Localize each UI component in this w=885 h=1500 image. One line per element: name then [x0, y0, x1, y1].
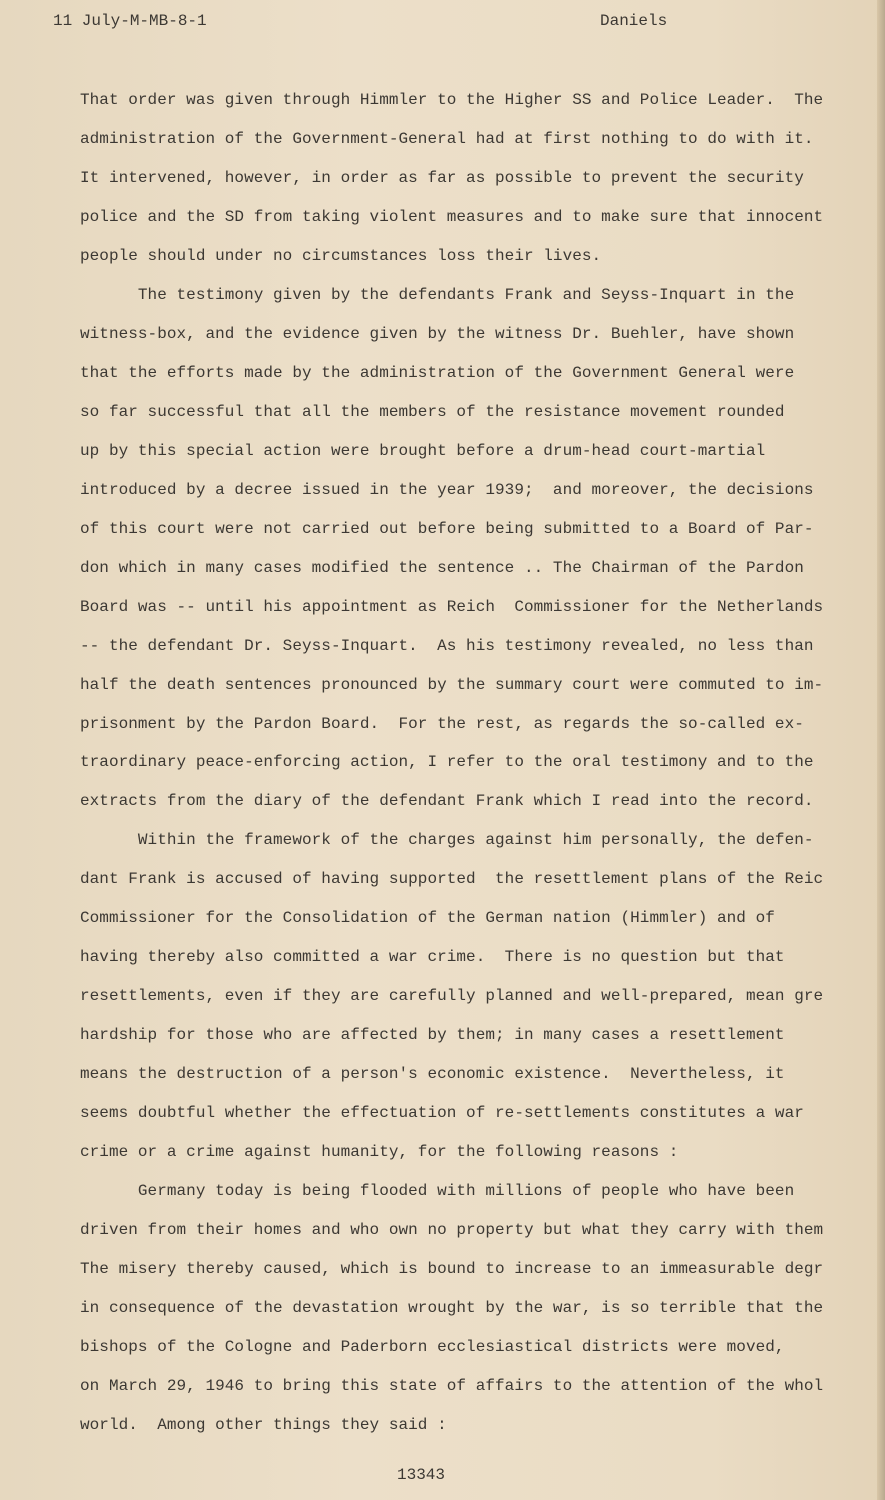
text-line: traordinary peace-enforcing action, I refer to the oral testimony and to the [80, 753, 814, 772]
text-line: driven from their homes and who own no property but what they carry with them [80, 1221, 824, 1240]
text-line: up by this special action were brought before a drum-head court-martial [80, 441, 766, 460]
text-line: introduced by a decree issued in the year 1939; and moreover, the decisions [80, 480, 814, 499]
text-line: that the efforts made by the administration of the Government General were [80, 363, 795, 382]
text-line: Within the framework of the charges against him personally, the defen- [80, 831, 814, 850]
text-line: half the death sentences pronounced by the summary court were commuted to im- [80, 675, 824, 694]
text-line: seems doubtful whether the effectuation of re-settlements constitutes a war [80, 1104, 804, 1123]
text-line: witness-box, and the evidence given by the witness Dr. Buehler, have shown [80, 324, 795, 343]
text-line: so far successful that all the members of the resistance movement rounded [80, 402, 785, 421]
text-line: extracts from the diary of the defendant Frank which I read into the record. [80, 792, 814, 811]
text-line: on March 29, 1946 to bring this state of affairs to the attention of the whol [80, 1377, 824, 1395]
text-line: The misery thereby caused, which is bound to increase to an immeasurable degr [80, 1260, 824, 1279]
text-line: resettlements, even if they are carefully planned and well-prepared, mean gre [80, 987, 824, 1006]
text-line: The testimony given by the defendants Frank and Seyss-Inquart in the [80, 285, 795, 304]
text-line: Commissioner for the Consolidation of the German nation (Himmler) and of [80, 909, 775, 928]
text-line: bishops of the Cologne and Paderborn ecclesiastical districts were moved, [80, 1338, 785, 1357]
text-line: Germany today is being flooded with millions of people who have been [80, 1182, 795, 1201]
text-line: means the destruction of a person's economic existence. Nevertheless, it [80, 1065, 785, 1084]
text-line: people should under no circumstances loss their lives. [80, 246, 602, 265]
text-line: having thereby also committed a war crime. There is no question but that [80, 948, 785, 967]
header-reference: 11 July-M-MB-8-1 [53, 12, 207, 30]
page-number: 13343 [397, 1466, 446, 1484]
text-line: world. Among other things they said : [80, 1415, 447, 1434]
text-line: -- the defendant Dr. Seyss-Inquart. As his testimony revealed, no less than [80, 636, 814, 655]
page-edge [877, 0, 885, 1500]
text-line: hardship for those who are affected by them; in many cases a resettlement [80, 1026, 785, 1045]
text-line: dant Frank is accused of having supported the resettlement plans of the Reic [80, 870, 824, 889]
text-line: administration of the Government-General had at first nothing to do with it. [80, 129, 814, 148]
text-line: in consequence of the devastation wrought by the war, is so terrible that the [80, 1299, 824, 1318]
text-line: of this court were not carried out before being submitted to a Board of Par- [80, 519, 814, 538]
text-line: prisonment by the Pardon Board. For the rest, as regards the so-called ex- [80, 714, 804, 733]
text-line: It intervened, however, in order as far as possible to prevent the security [80, 168, 804, 187]
text-line: don which in many cases modified the sentence .. The Chairman of the Pardon [80, 558, 804, 577]
header-speaker: Daniels [600, 12, 668, 30]
text-line: police and the SD from taking violent measures and to make sure that innocent [80, 207, 824, 226]
text-line: That order was given through Himmler to the Higher SS and Police Leader. The [80, 91, 824, 109]
text-line: crime or a crime against humanity, for the following reasons : [80, 1143, 679, 1162]
text-line: Board was -- until his appointment as Reich Commissioner for the Netherlands [80, 597, 824, 616]
